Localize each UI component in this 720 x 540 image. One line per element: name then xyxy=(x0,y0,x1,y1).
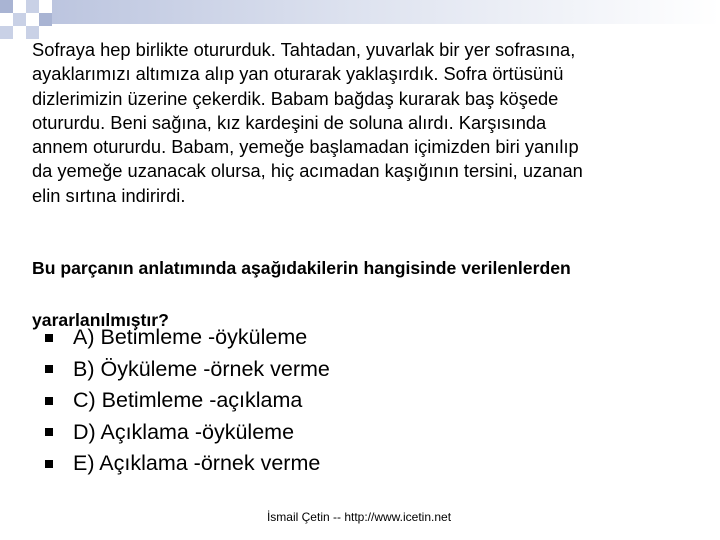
option-label: D) Açıklama -öyküleme xyxy=(73,419,295,444)
square-bullet-icon xyxy=(45,428,53,436)
corner-square xyxy=(13,13,26,26)
question-line: yararlanılmıştır? xyxy=(32,310,169,330)
square-bullet-icon xyxy=(45,460,53,468)
option-label: A) Betimleme -öyküleme xyxy=(73,325,308,350)
square-bullet-icon xyxy=(45,397,53,405)
option-label: E) Açıklama -örnek verme xyxy=(73,451,321,476)
passage-line: elin sırtına indirirdi. xyxy=(32,184,186,206)
title-bar-decoration xyxy=(52,0,720,24)
passage-line: dizlerimizin üzerine çekerdik. Babam bağdaş kurarak baş köşede xyxy=(32,87,559,109)
square-bullet-icon xyxy=(45,334,53,342)
corner-square xyxy=(0,0,13,13)
option-a xyxy=(42,322,330,354)
answer-options xyxy=(42,322,330,480)
reading-passage xyxy=(32,38,692,208)
option-e xyxy=(42,448,330,480)
option-d xyxy=(42,417,330,449)
passage-line: da yemeğe uzanacak olursa, hiç acımadan kaşığının tersini, uzanan xyxy=(32,160,583,182)
question-line: Bu parçanın anlatımında aşağıdakilerin hangisinde verilenlerden xyxy=(32,258,571,278)
option-label: C) Betimleme -açıklama xyxy=(73,388,303,413)
corner-square xyxy=(26,0,39,13)
passage-line: Sofraya hep birlikte otururduk. Tahtadan, yuvarlak bir yer sofrasına, xyxy=(32,39,576,60)
option-b xyxy=(42,354,330,386)
option-label: B) Öyküleme -örnek verme xyxy=(73,356,330,381)
passage-line: otururdu. Beni sağına, kız kardeşini de soluna alırdı. Karşısında xyxy=(32,111,547,133)
square-bullet-icon xyxy=(45,365,53,373)
corner-square xyxy=(39,13,52,26)
footer xyxy=(0,510,720,524)
corner-square xyxy=(0,26,13,39)
option-c xyxy=(42,385,330,417)
footer-credit: İsmail Çetin -- http://www.icetin.net xyxy=(266,510,452,524)
passage-line: ayaklarımızı altımıza alıp yan oturarak yaklaşırdık. Sofra örtüsünü xyxy=(32,63,564,85)
passage-line: annem otururdu. Babam, yemeğe başlamadan içimizden biri yanılıp xyxy=(32,136,579,158)
